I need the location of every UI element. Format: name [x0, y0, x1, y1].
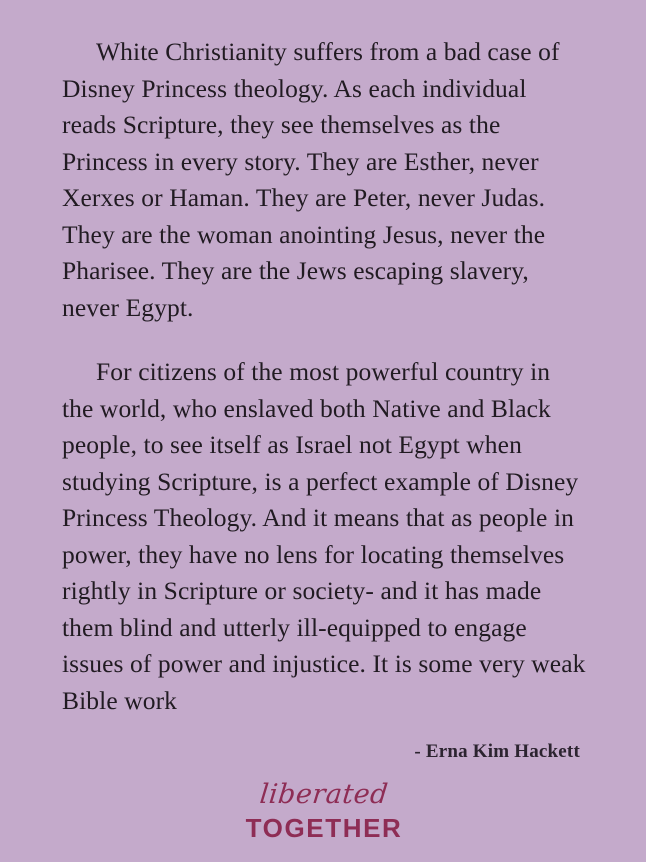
quote-paragraph-1: White Christianity suffers from a bad case of Disney Princess theology. As each individual reads Scripture, they see themselves as the Princess in every story. They are Esther, never Xerxes or Haman. They are Peter, never Judas. They are the woman anointing Jesus, never the Pharisee. They are the Jews escaping slavery, never Egypt.	[62, 37, 560, 322]
quote-body	[62, 34, 586, 719]
quote-attribution: - Erna Kim Hackett	[414, 741, 580, 762]
quote-paragraph-2: For citizens of the most powerful country in the world, who enslaved both Native and Black people, to see itself as Israel not Egypt when studying Scripture, is a perfect example of Disney Princess Theology. And it means that as people in power, they have no lens for locating themselves rightly in Scripture or society- and it has made them blind and utterly ill-equipped to engage issues of power and injustice. It is some very weak Bible work	[62, 357, 586, 715]
brand-logo	[62, 781, 586, 841]
brand-main-word: TOGETHER	[245, 813, 403, 843]
brand-script-word: liberated	[258, 779, 390, 810]
